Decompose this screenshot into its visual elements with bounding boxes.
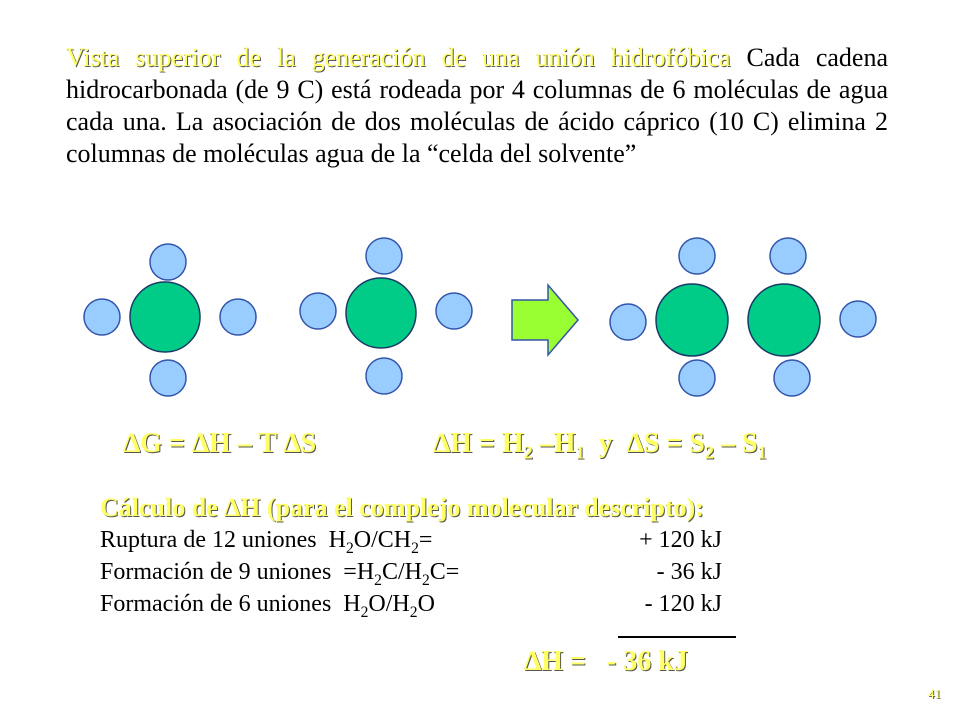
calc-row-value: - 120 kJ: [644, 591, 722, 617]
label-part: C/H: [381, 559, 422, 585]
chain-group-2: [300, 238, 472, 394]
water-molecule: [220, 299, 256, 335]
enthalpy-sub2: 2: [523, 442, 533, 463]
page-number: 41: [928, 686, 941, 701]
intro-text: Cada cadena hidrocarbonada (de 9 C) está rodeada por 4 columnas de 6 moléculas de agua cada una. La asociación de dos moléculas de ácido cáprico (10 C) elimina 2 columnas de moléculas agua de la “celda del solvente”: [66, 43, 889, 168]
water-molecule: [150, 360, 186, 396]
hydrocarbon-chain: [656, 284, 728, 356]
reaction-arrow-icon: [512, 285, 578, 355]
water-molecule: [300, 293, 336, 329]
water-molecule: [436, 293, 472, 329]
enthalpy-prefix: ∆H = H: [433, 428, 524, 459]
label-part: C=: [429, 559, 460, 585]
water-molecule: [84, 299, 120, 335]
label-part: Ruptura de 12 uniones H: [100, 527, 346, 553]
label-part: Formación de 9 uniones =H: [100, 559, 375, 585]
label-sub: 2: [345, 539, 354, 557]
water-molecule: [840, 301, 876, 337]
conjunction: y: [584, 428, 627, 459]
calc-row: [100, 524, 722, 556]
water-molecule: [770, 238, 806, 274]
total-label: ∆H =: [524, 646, 586, 677]
hydrocarbon-chain: [130, 282, 200, 352]
water-molecule: [679, 238, 715, 274]
calc-row: [100, 556, 722, 588]
calc-title: Cálculo de ∆H (para el complejo molecular descripto):: [100, 493, 704, 522]
sum-divider: [618, 636, 736, 638]
slide-title: Vista superior de la generación de una unión hidrofóbica: [66, 43, 731, 72]
label-part: O/CH: [353, 527, 412, 553]
label-sub: 2: [421, 571, 430, 589]
enthalpy-mid: –H: [532, 428, 576, 459]
entropy-sub2: 2: [704, 442, 714, 463]
label-part: O: [417, 591, 435, 617]
label-sub: 2: [409, 603, 418, 621]
label-part: O/H: [368, 591, 410, 617]
water-molecule: [366, 358, 402, 394]
water-molecule: [366, 238, 402, 274]
label-sub: 2: [374, 571, 382, 589]
hydrocarbon-chain: [748, 284, 820, 356]
calc-row-value: - 36 kJ: [656, 559, 722, 585]
delta-equations: [433, 428, 767, 464]
entropy-sub1: 1: [757, 442, 767, 463]
chain-group-1: [84, 244, 256, 396]
label-sub: 2: [360, 603, 369, 621]
total-delta-h: [524, 646, 688, 678]
water-molecule: [774, 360, 810, 396]
enthalpy-sub1: 1: [575, 442, 585, 463]
water-molecule: [610, 304, 646, 340]
label-sub: 2: [411, 539, 419, 557]
calc-rows: [100, 524, 722, 620]
chain-pair-group: [610, 238, 876, 396]
water-molecule: [679, 360, 715, 396]
gibbs-equation: ∆G = ∆H – T ∆S: [123, 428, 317, 459]
label-part: Formación de 6 uniones H: [100, 591, 361, 617]
hydrocarbon-chain: [346, 278, 416, 348]
calc-row-label: [100, 588, 435, 629]
calc-row-value: + 120 kJ: [639, 527, 722, 553]
water-molecule: [150, 244, 186, 280]
label-part: =: [418, 527, 433, 553]
entropy-mid: – S: [713, 428, 758, 459]
calc-row: [100, 588, 722, 620]
entropy-prefix: ∆S = S: [626, 428, 705, 459]
total-value: - 36 kJ: [606, 646, 688, 677]
enthalpy-calculation: [100, 492, 722, 620]
